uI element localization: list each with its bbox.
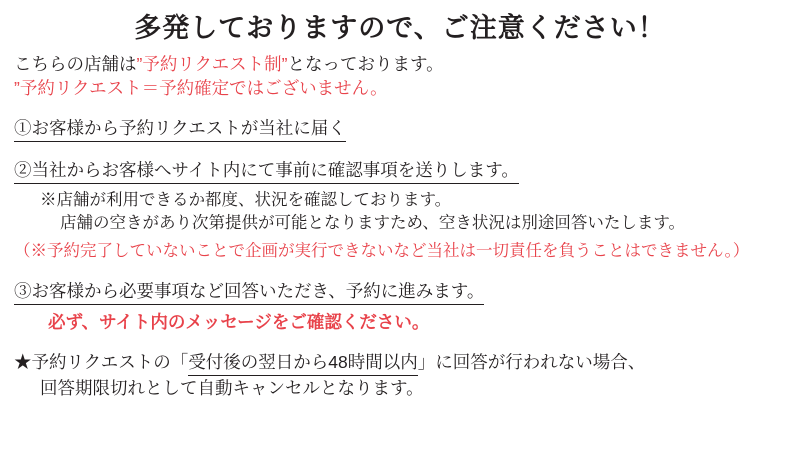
step-3-note (14, 310, 786, 334)
intro-line-1-highlight: ”予約リクエスト制” (136, 53, 288, 74)
spacer-1 (14, 100, 786, 116)
step-2-note-2 (14, 212, 786, 235)
step-2-title (14, 158, 786, 184)
spacer-7 (14, 334, 786, 350)
footer-line-2 (14, 376, 786, 400)
footer-line-1-highlight: 受付後の翌日から48時間以内 (188, 350, 417, 376)
step-3-title-text: ③お客様から必要事項など回答いただき、予約に進みます。 (14, 279, 484, 305)
intro-line-1-prefix: こちらの店舗は (14, 53, 137, 74)
footer-line-2-text: 回答期限切れとして自動キャンセルとなります。 (40, 378, 424, 399)
footer-line-1 (14, 350, 786, 376)
step-1 (14, 116, 786, 142)
spacer-2 (14, 142, 786, 158)
step-2-note-2-text: 店舗の空きがあり次第提供が可能となりますため、空き状況は別途回答いたします。 (60, 214, 686, 233)
intro-line-1-suffix: となっております。 (287, 53, 444, 74)
step-2-warning-text: （※予約完了していないことで企画が実行できないなど当社は一切責任を負うことはできません。） (14, 241, 750, 260)
step-2-title-text: ②当社からお客様へサイト内にて事前に確認事項を送りします。 (14, 158, 519, 184)
intro-line-2-text: ”予約リクエスト＝予約確定ではございません。 (14, 77, 388, 98)
step-3-title (14, 279, 786, 305)
page-title: 多発しておりますので、ご注意ください！ (134, 13, 666, 43)
footer-line-1-prefix: ★予約リクエストの「 (14, 351, 189, 372)
intro-line-1 (14, 52, 786, 76)
spacer-5 (14, 263, 786, 279)
document-page (0, 12, 800, 459)
step-2-note-1-text: ※店舗が利用できるか都度、状況を確認しております。 (40, 191, 452, 210)
step-1-text: ①お客様から予約リクエストが当社に届く (14, 116, 346, 142)
footer-line-1-suffix: 」に回答が行われない場合、 (417, 351, 646, 372)
step-2-warning (14, 240, 786, 263)
step-2-note-1 (14, 189, 786, 212)
intro-line-2 (14, 76, 786, 100)
step-3-note-text: 必ず、サイト内のメッセージをご確認ください。 (48, 311, 430, 332)
